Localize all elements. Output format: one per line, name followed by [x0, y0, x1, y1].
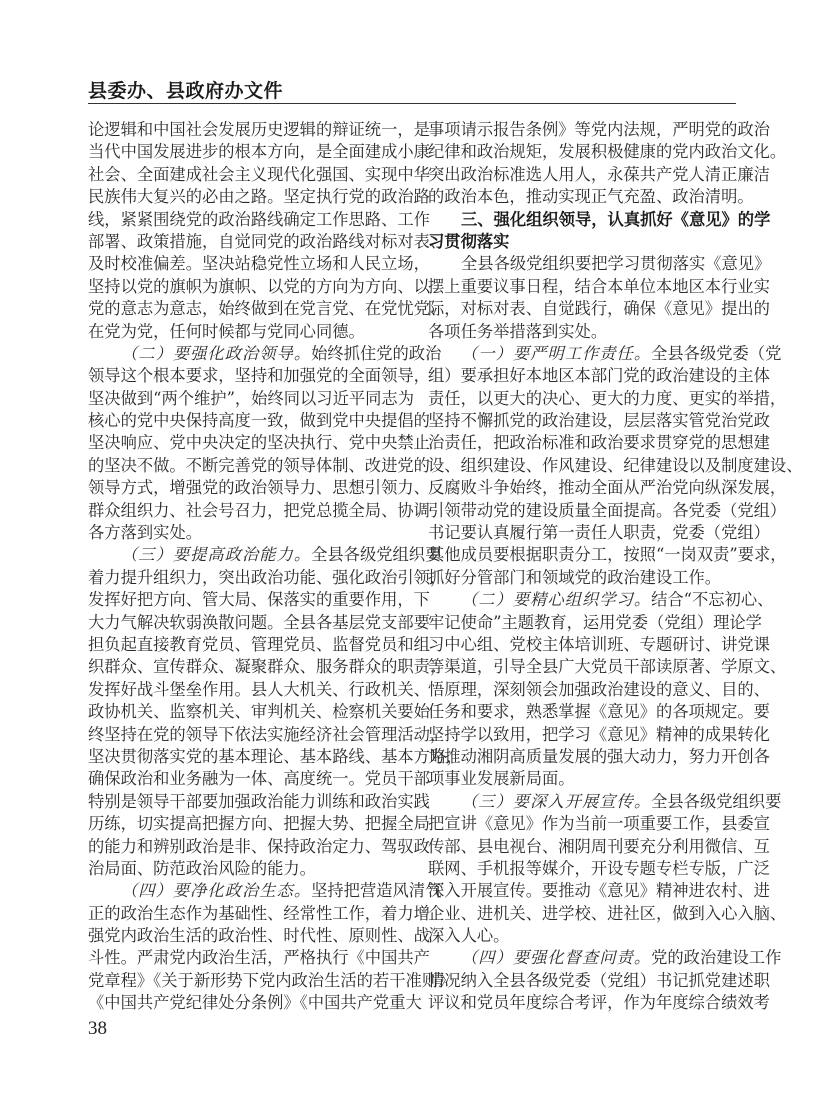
text-line: 其他成员要根据职责分工，按照“一岗双责”要求， — [428, 545, 787, 565]
line-text: 始终抓住党的政治 — [311, 343, 442, 363]
text-line — [88, 343, 442, 365]
text-line: 联网、手机报等媒介，开设专题专栏专版，广泛 — [428, 858, 770, 878]
text-line: 事项请示报告条例》等党内法规，严明党的政治 — [428, 120, 770, 139]
text-line: 牢记使命”主题教育，运用党委（党组）理论学 — [428, 612, 762, 632]
subsection-lead: （二）要精心组织学习。 — [461, 590, 652, 610]
paragraph — [428, 343, 803, 589]
text-line: 坚持不懈抓党的政治建设，层层落实管党治党政 — [428, 411, 770, 431]
right-text-column — [428, 119, 803, 1015]
text-line — [428, 343, 782, 365]
text-line: 发挥好战斗堡垒作用。县人大机关、行政机关、 — [88, 679, 430, 699]
subsection-lead: （四）要净化政治生态。 — [121, 881, 312, 901]
subsection-lead: （三）要深入开展宣传。 — [461, 791, 652, 811]
running-header-title: 县委办、县政府办文件 — [88, 80, 284, 102]
line-text: 坚持把营造风清气 — [311, 881, 442, 901]
paragraph — [88, 880, 455, 1014]
paragraph — [428, 947, 782, 1014]
text-line: 习中心组、党校主体培训班、专题研讨、讲党课 — [428, 634, 770, 654]
text-line: 全县各级党组织要把学习贯彻落实《意见》 — [461, 254, 771, 274]
text-line: 书记要认真履行第一责任人职责，党委（党组） — [428, 523, 770, 543]
paragraph — [428, 791, 787, 948]
text-line — [428, 791, 782, 813]
text-line: 引领带动党的建设质量全面提高。各党委（党组） — [428, 500, 787, 520]
line-text: 全县各级党组织要 — [311, 545, 442, 565]
subsection-lead: （二）要强化政治领导。 — [121, 343, 312, 363]
text-line: 当代中国发展进步的根本方向，是全面建成小康 — [88, 142, 430, 162]
text-line: 等渠道，引导全县广大党员干部读原著、学原文、 — [428, 657, 787, 677]
text-line: 确保政治和业务融为一体、高度统一。党员干部 — [88, 769, 430, 789]
text-line: 及时校准偏差。坚决站稳党性立场和人民立场， — [88, 254, 430, 274]
text-line — [88, 544, 442, 566]
text-line: 三、强化组织领导，认真抓好《意见》的学 — [461, 209, 771, 229]
text-line: 际，对标对表、自觉践行，确保《意见》提出的 — [428, 299, 770, 319]
text-line: 坚决贯彻落实党的基本理论、基本路线、基本方略， — [88, 746, 463, 766]
text-line: 部署、政策措施，自觉同党的政治路线对标对表、 — [88, 231, 447, 251]
section-heading — [428, 209, 771, 254]
text-line — [428, 589, 774, 611]
text-line: 历练，切实提高把握方向、把握大势、把握全局 — [88, 814, 430, 834]
text-line: 深入人心。 — [428, 926, 510, 946]
paragraph — [88, 119, 447, 343]
text-line: 斗性。严肃党内政治生活，严格执行《中国共产 — [88, 948, 430, 968]
text-line: 发挥好把方向、管大局、保落实的重要作用，下 — [88, 590, 430, 610]
text-line: 各项任务举措落到实处。 — [428, 321, 608, 341]
line-text: 全县各级党委（党 — [651, 343, 782, 363]
left-text-column — [88, 119, 463, 1015]
text-line: 摆上重要议事日程，结合本单位本地区本行业实 — [428, 276, 770, 296]
text-line: 线，紧紧围绕党的政治路线确定工作思路、工作 — [88, 209, 430, 229]
text-line: 政协机关、监察机关、审判机关、检察机关要始 — [88, 702, 430, 722]
text-line: 各方落到实处。 — [88, 523, 202, 543]
text-line: 责任，以更大的决心、更大的力度、更实的举措， — [428, 388, 787, 408]
text-line: 悟原理，深刻领会加强政治建设的意义、目的、 — [428, 679, 770, 699]
line-text: 结合“不忘初心、 — [651, 590, 774, 610]
text-line: 群众组织力、社会号召力，把党总揽全局、协调 — [88, 500, 430, 520]
text-line: 设、组织建设、作风建设、纪律建设以及制度建设、 — [428, 455, 803, 475]
text-line: 反腐败斗争始终，推动全面从严治党向纵深发展， — [428, 478, 787, 498]
text-line: 核心的党中央保持高度一致，做到党中央提倡的 — [88, 411, 430, 431]
text-line: 治局面、防范政治风险的能力。 — [88, 858, 316, 878]
text-line: 传部、县电视台、湘阴周刊要充分利用微信、互 — [428, 836, 770, 856]
paragraph — [428, 119, 787, 209]
paragraph — [428, 589, 787, 791]
text-line: 坚持学以致用，把学习《意见》精神的成果转化 — [428, 724, 770, 744]
text-line: 任务和要求，熟悉掌握《意见》的各项规定。要 — [428, 702, 770, 722]
text-line: 习贯彻落实 — [428, 231, 510, 251]
text-line: 坚决做到“两个维护”，始终同以习近平同志为 — [88, 388, 414, 408]
text-line: 深入开展宣传。要推动《意见》精神进农村、进 — [428, 881, 770, 901]
text-line: 特别是领导干部要加强政治能力训练和政治实践 — [88, 791, 430, 811]
text-line: 着力提升组织力，突出政治功能、强化政治引领， — [88, 567, 447, 587]
text-line: 评议和党员年度综合考评，作为年度综合绩效考 — [428, 993, 770, 1013]
text-line: 正的政治生态作为基础性、经常性工作，着力增 — [88, 903, 430, 923]
text-line: 项事业发展新局面。 — [428, 769, 575, 789]
text-line: 党的意志为意志，始终做到在党言党、在党忧党、 — [88, 299, 447, 319]
text-line: 坚持以党的旗帜为旗帜、以党的方向为方向、以 — [88, 276, 430, 296]
text-line: 论逻辑和中国社会发展历史逻辑的辩证统一，是 — [88, 120, 430, 139]
line-text: 党的政治建设工作 — [651, 948, 782, 968]
text-line: 把宣讲《意见》作为当前一项重要工作，县委宣 — [428, 814, 770, 834]
text-line: 的坚决不做。不断完善党的领导体制、改进党的 — [88, 455, 430, 475]
subsection-lead: （一）要严明工作责任。 — [461, 343, 652, 363]
text-line: 抓好分管部门和领域党的政治建设工作。 — [428, 567, 722, 587]
text-line: 强党内政治生活的政治性、时代性、原则性、战 — [88, 926, 430, 946]
text-line: 社会、全面建成社会主义现代化强国、实现中华 — [88, 164, 430, 184]
text-line: 终坚持在党的领导下依法实施经济社会管理活动， — [88, 724, 447, 744]
text-line: 治责任，把政治标准和政治要求贯穿党的思想建 — [428, 433, 770, 453]
text-line: 《中国共产党纪律处分条例》《中国共产党重大 — [88, 993, 422, 1013]
text-line: 情况纳入全县各级党委（党组）书记抓党建述职 — [428, 970, 770, 990]
text-line — [428, 947, 782, 969]
text-line: 织群众、宣传群众、凝聚群众、服务群众的职责， — [88, 657, 447, 677]
paragraph — [88, 343, 442, 545]
paragraph — [88, 544, 463, 880]
text-line: 担负起直接教育党员、管理党员、监督党员和组 — [88, 634, 430, 654]
text-line: 为推动湘阴高质量发展的强大动力，努力开创各 — [428, 746, 770, 766]
text-line: 的能力和辨别政治是非、保持政治定力、驾驭政 — [88, 836, 430, 856]
page-number: 38 — [88, 1018, 107, 1039]
text-line: 组）要承担好本地区本部门党的政治建设的主体 — [428, 366, 770, 386]
subsection-lead: （三）要提高政治能力。 — [121, 545, 312, 565]
subsection-lead: （四）要强化督查问责。 — [461, 948, 652, 968]
text-line: 领导方式，增强党的政治领导力、思想引领力、 — [88, 478, 430, 498]
text-line: 的政治本色，推动实现正气充盈、政治清明。 — [428, 187, 754, 207]
text-line: 纪律和政治规矩，发展积极健康的党内政治文化。 — [428, 142, 787, 162]
text-line: 突出政治标准选人用人，永葆共产党人清正廉洁 — [428, 164, 770, 184]
text-line: 大力气解决软弱涣散问题。全县各基层党支部要 — [88, 612, 430, 632]
text-line: 坚决响应、党中央决定的坚决执行、党中央禁止 — [88, 433, 430, 453]
text-line: 企业、进机关、进学校、进社区，做到入心入脑、 — [428, 903, 787, 923]
text-line: 在党为党，任何时候都与党同心同德。 — [88, 321, 365, 341]
text-line: 领导这个根本要求，坚持和加强党的全面领导， — [88, 366, 430, 386]
text-line: 党章程》《关于新形势下党内政治生活的若干准则》 — [88, 970, 455, 990]
header-divider — [88, 103, 736, 104]
line-text: 全县各级党组织要 — [651, 791, 782, 811]
paragraph — [428, 253, 771, 343]
text-line — [88, 880, 442, 902]
text-line: 民族伟大复兴的必由之路。坚定执行党的政治路 — [88, 187, 430, 207]
